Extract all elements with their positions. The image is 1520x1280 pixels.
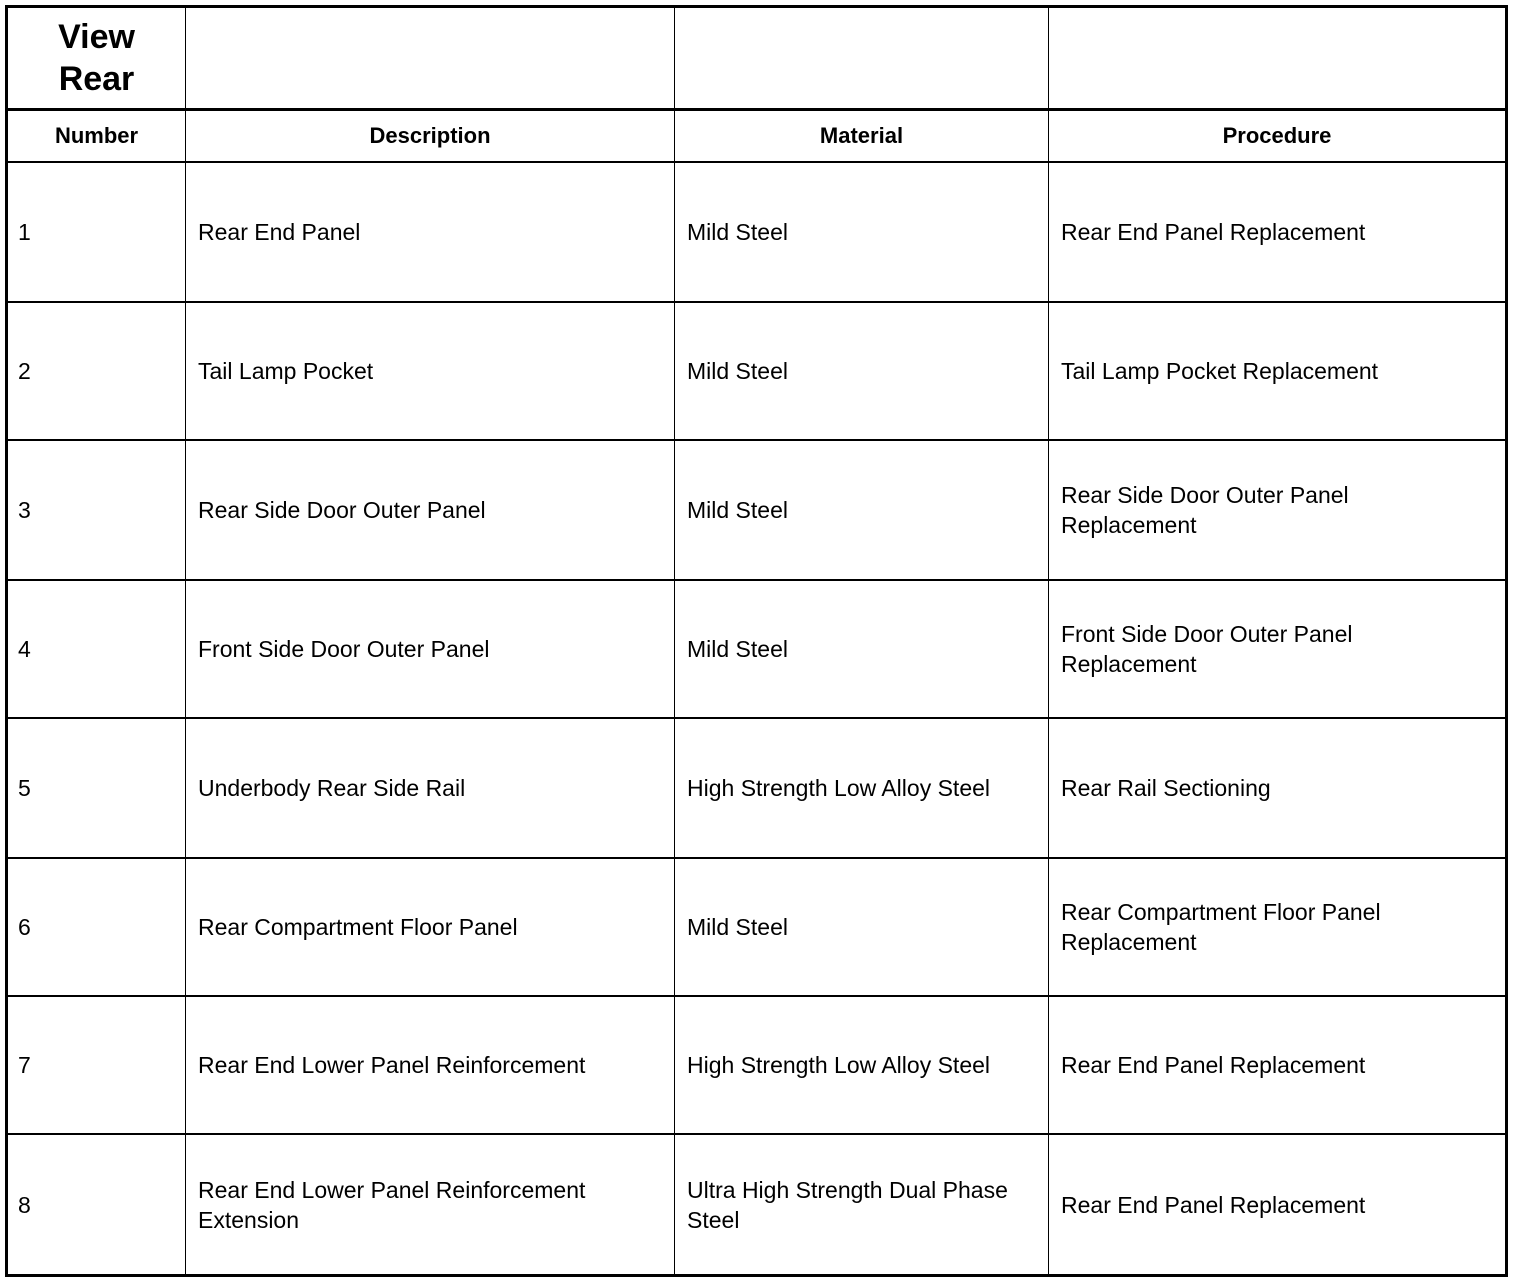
table-row-description: Rear Compartment Floor Panel — [198, 914, 518, 940]
table-row-number: 5 — [18, 775, 31, 801]
table-row-description: Underbody Rear Side Rail — [198, 775, 466, 801]
table-row-description: Front Side Door Outer Panel — [198, 636, 490, 662]
table-row-number: 4 — [18, 636, 31, 662]
table-row-number: 8 — [18, 1191, 31, 1218]
table-row-description: Rear End Lower Panel Reinforcement Extension — [198, 1176, 586, 1233]
table-row-procedure: Rear End Panel Replacement — [1061, 219, 1366, 245]
table-row-material: Mild Steel — [687, 636, 788, 662]
table-row-procedure: Tail Lamp Pocket Replacement — [1061, 358, 1379, 384]
table-row-description: Rear Side Door Outer Panel — [198, 497, 486, 523]
table-row-material: Mild Steel — [687, 219, 788, 245]
table-row-procedure: Rear Side Door Outer Panel Replacement — [1061, 482, 1349, 538]
header-procedure: Procedure — [1222, 123, 1332, 148]
table-row-number: 6 — [18, 914, 31, 940]
table-row-number: 3 — [18, 497, 31, 523]
view-title-text: View Rear — [58, 18, 135, 98]
table-row-number: 1 — [18, 219, 31, 245]
table-row-material: Mild Steel — [687, 497, 788, 523]
table-row-number: 2 — [18, 358, 31, 384]
view-title — [8, 8, 185, 108]
table-row-material: Mild Steel — [687, 914, 788, 940]
table-row-procedure: Front Side Door Outer Panel Replacement — [1061, 621, 1353, 677]
table-row-material: Mild Steel — [687, 358, 788, 384]
table-row-material: Ultra High Strength Dual Phase Steel — [687, 1176, 1008, 1233]
table-row-description: Tail Lamp Pocket — [198, 358, 374, 384]
table-row-description: Rear End Panel — [198, 219, 361, 245]
table-row-procedure: Rear End Panel Replacement — [1061, 1191, 1366, 1218]
table-row-procedure: Rear Compartment Floor Panel Replacement — [1061, 899, 1381, 955]
table-row-description: Rear End Lower Panel Reinforcement — [198, 1052, 586, 1078]
parts-table — [5, 5, 1508, 1277]
header-number: Number — [54, 123, 139, 148]
header-material: Material — [819, 123, 904, 148]
table-row-material: High Strength Low Alloy Steel — [687, 1052, 991, 1078]
table-row-number: 7 — [18, 1052, 31, 1078]
table-row-procedure: Rear End Panel Replacement — [1061, 1052, 1366, 1078]
table-row-material: High Strength Low Alloy Steel — [687, 775, 991, 801]
table-row-procedure: Rear Rail Sectioning — [1061, 775, 1271, 801]
header-description: Description — [369, 123, 491, 148]
